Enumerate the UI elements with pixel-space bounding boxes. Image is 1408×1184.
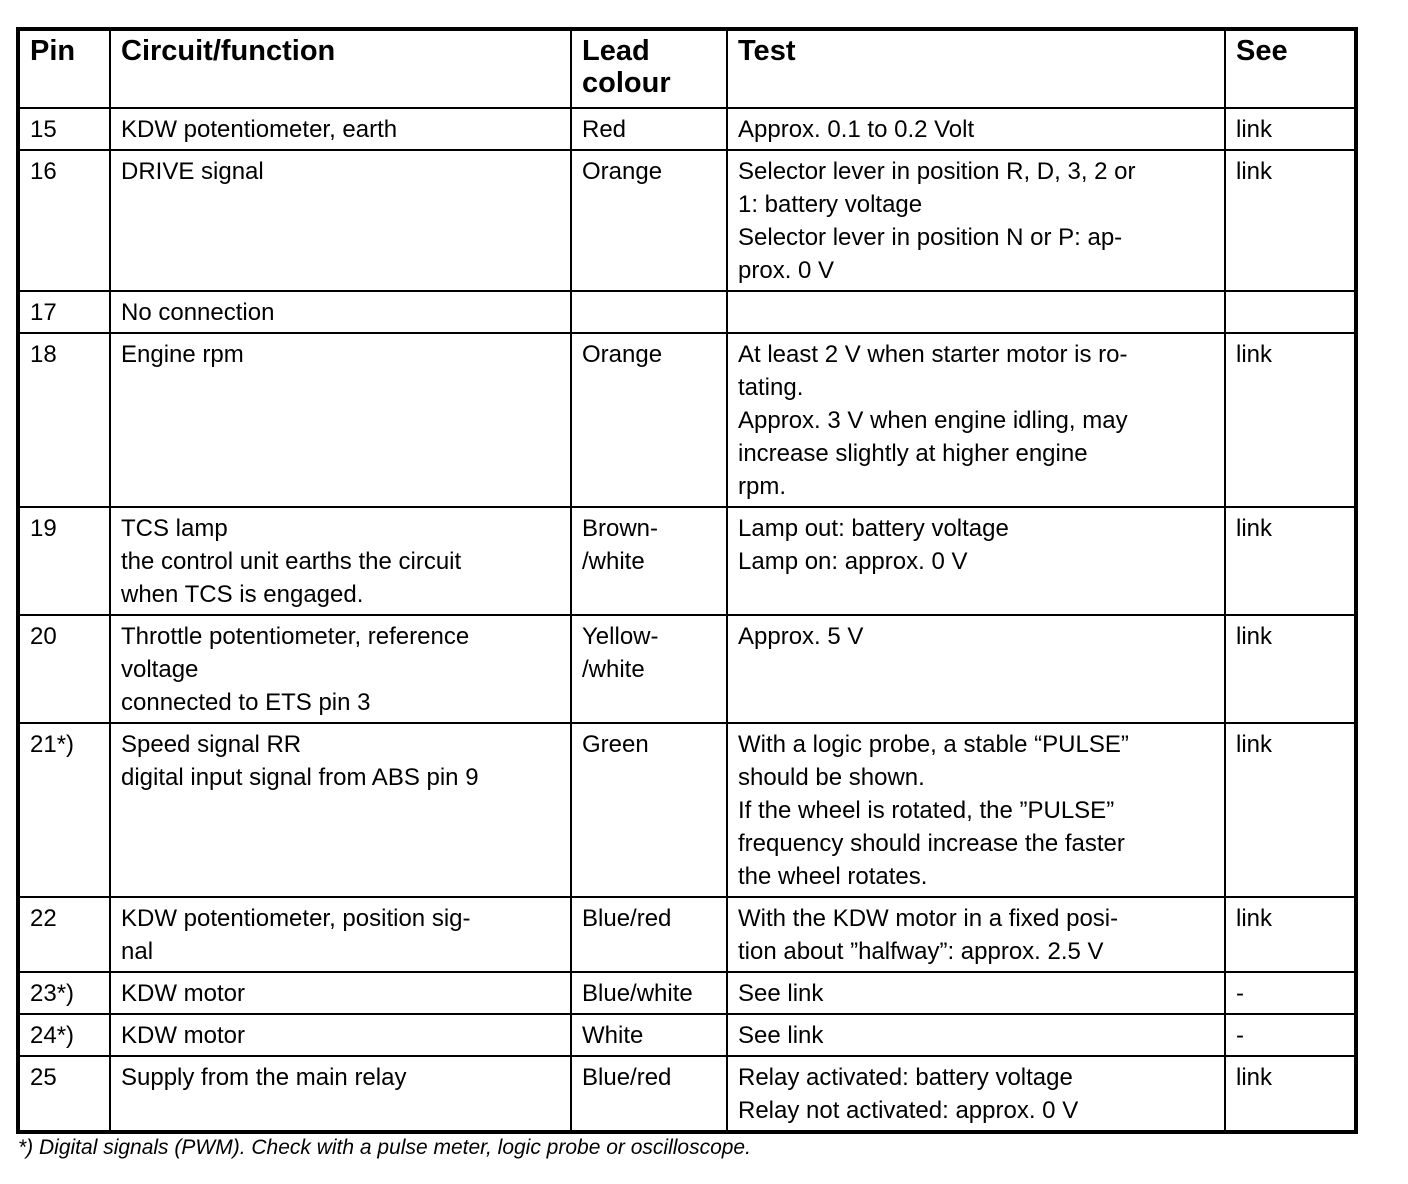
test-cell bbox=[727, 291, 1225, 333]
test-line: increase slightly at higher engine bbox=[738, 440, 1088, 467]
pin-cell: 21*) bbox=[18, 723, 110, 897]
test-line: Selector lever in position R, D, 3, 2 or bbox=[738, 158, 1136, 185]
circuit-cell bbox=[110, 291, 571, 333]
lead-cell bbox=[571, 150, 727, 291]
pin-cell: 16 bbox=[18, 150, 110, 291]
circuit-line: voltage bbox=[121, 656, 199, 683]
circuit-cell bbox=[110, 108, 571, 150]
header-lead-colour bbox=[571, 29, 727, 108]
header-test: Test bbox=[727, 29, 1225, 108]
circuit-line: when TCS is engaged. bbox=[121, 581, 364, 608]
test-line: See link bbox=[738, 980, 824, 1007]
test-cell bbox=[727, 1014, 1225, 1056]
circuit-line: Engine rpm bbox=[121, 341, 244, 368]
pin-cell: 18 bbox=[18, 333, 110, 507]
test-line: tating. bbox=[738, 374, 804, 401]
test-line: Selector lever in position N or P: ap- bbox=[738, 224, 1123, 251]
test-line: rpm. bbox=[738, 473, 786, 500]
circuit-line: digital input signal from ABS pin 9 bbox=[121, 764, 479, 791]
circuit-line: No connection bbox=[121, 299, 275, 326]
circuit-cell bbox=[110, 897, 571, 972]
test-line: Relay activated: battery voltage bbox=[738, 1064, 1073, 1091]
table-row bbox=[18, 1014, 1356, 1056]
circuit-line: KDW potentiometer, position sig- bbox=[121, 905, 471, 932]
circuit-cell bbox=[110, 333, 571, 507]
lead-cell bbox=[571, 291, 727, 333]
see-cell[interactable]: link bbox=[1225, 1056, 1356, 1132]
header-lead-line2: colour bbox=[582, 67, 671, 99]
circuit-cell bbox=[110, 1014, 571, 1056]
circuit-line: Speed signal RR bbox=[121, 731, 302, 758]
header-row bbox=[18, 29, 1356, 108]
lead-line: White bbox=[582, 1022, 644, 1049]
see-cell: - bbox=[1225, 1014, 1356, 1056]
lead-cell bbox=[571, 333, 727, 507]
lead-line: /white bbox=[582, 656, 645, 683]
table-row bbox=[18, 1056, 1356, 1132]
circuit-line: KDW motor bbox=[121, 1022, 246, 1049]
test-line: the wheel rotates. bbox=[738, 863, 928, 890]
footnote: *) Digital signals (PWM). Check with a pulse meter, logic probe or oscilloscope. bbox=[18, 1136, 751, 1159]
see-cell[interactable]: link bbox=[1225, 615, 1356, 723]
header-see: See bbox=[1225, 29, 1356, 108]
lead-cell bbox=[571, 615, 727, 723]
circuit-cell bbox=[110, 1056, 571, 1132]
circuit-line: the control unit earths the circuit bbox=[121, 548, 462, 575]
header-circuit: Circuit/function bbox=[110, 29, 571, 108]
lead-line: Orange bbox=[582, 341, 663, 368]
see-cell[interactable]: link bbox=[1225, 897, 1356, 972]
test-line: tion about ”halfway”: approx. 2.5 V bbox=[738, 938, 1104, 965]
table-row bbox=[18, 507, 1356, 615]
lead-cell bbox=[571, 1056, 727, 1132]
lead-line: Orange bbox=[582, 158, 663, 185]
test-cell bbox=[727, 723, 1225, 897]
test-cell bbox=[727, 108, 1225, 150]
circuit-cell bbox=[110, 615, 571, 723]
pin-cell: 22 bbox=[18, 897, 110, 972]
test-line: should be shown. bbox=[738, 764, 925, 791]
test-line: Lamp on: approx. 0 V bbox=[738, 548, 968, 575]
table-row bbox=[18, 723, 1356, 897]
lead-line: /white bbox=[582, 548, 645, 575]
test-cell bbox=[727, 897, 1225, 972]
lead-line: Brown- bbox=[582, 515, 659, 542]
test-line: Approx. 0.1 to 0.2 Volt bbox=[738, 116, 975, 143]
test-line: Approx. 3 V when engine idling, may bbox=[738, 407, 1128, 434]
lead-line: Green bbox=[582, 731, 649, 758]
pin-cell: 15 bbox=[18, 108, 110, 150]
header-lead-line1: Lead bbox=[582, 35, 650, 67]
table-row bbox=[18, 897, 1356, 972]
circuit-line: KDW potentiometer, earth bbox=[121, 116, 398, 143]
header-pin: Pin bbox=[18, 29, 110, 108]
test-line: Approx. 5 V bbox=[738, 623, 864, 650]
table-body bbox=[18, 108, 1356, 1132]
pin-cell: 19 bbox=[18, 507, 110, 615]
see-cell[interactable]: link bbox=[1225, 150, 1356, 291]
test-line: At least 2 V when starter motor is ro- bbox=[738, 341, 1128, 368]
test-line: If the wheel is rotated, the ”PULSE” bbox=[738, 797, 1115, 824]
test-line: See link bbox=[738, 1022, 824, 1049]
lead-line: Yellow- bbox=[582, 623, 659, 650]
test-cell bbox=[727, 150, 1225, 291]
table-row bbox=[18, 615, 1356, 723]
pin-table bbox=[16, 27, 1358, 1134]
circuit-cell bbox=[110, 723, 571, 897]
circuit-line: DRIVE signal bbox=[121, 158, 264, 185]
table-row bbox=[18, 972, 1356, 1014]
circuit-line: connected to ETS pin 3 bbox=[121, 689, 371, 716]
lead-cell bbox=[571, 108, 727, 150]
table-row bbox=[18, 333, 1356, 507]
circuit-line: nal bbox=[121, 938, 154, 965]
lead-cell bbox=[571, 507, 727, 615]
test-line: prox. 0 V bbox=[738, 257, 835, 284]
test-line: Lamp out: battery voltage bbox=[738, 515, 1009, 542]
see-cell[interactable]: link bbox=[1225, 507, 1356, 615]
table-row bbox=[18, 108, 1356, 150]
see-cell bbox=[1225, 291, 1356, 333]
test-cell bbox=[727, 1056, 1225, 1132]
see-cell[interactable]: link bbox=[1225, 333, 1356, 507]
circuit-line: Supply from the main relay bbox=[121, 1064, 407, 1091]
circuit-line: TCS lamp bbox=[121, 515, 228, 542]
test-cell bbox=[727, 972, 1225, 1014]
pin-cell: 20 bbox=[18, 615, 110, 723]
lead-cell bbox=[571, 897, 727, 972]
test-line: With a logic probe, a stable “PULSE” bbox=[738, 731, 1129, 758]
test-line: frequency should increase the faster bbox=[738, 830, 1125, 857]
pin-cell: 17 bbox=[18, 291, 110, 333]
see-cell[interactable]: link bbox=[1225, 723, 1356, 897]
pin-cell: 25 bbox=[18, 1056, 110, 1132]
circuit-cell bbox=[110, 972, 571, 1014]
test-line: 1: battery voltage bbox=[738, 191, 923, 218]
test-line: With the KDW motor in a fixed posi- bbox=[738, 905, 1119, 932]
pin-cell: 24*) bbox=[18, 1014, 110, 1056]
test-cell bbox=[727, 615, 1225, 723]
table-row bbox=[18, 291, 1356, 333]
test-cell bbox=[727, 507, 1225, 615]
circuit-cell bbox=[110, 507, 571, 615]
circuit-line: KDW motor bbox=[121, 980, 246, 1007]
lead-cell bbox=[571, 972, 727, 1014]
lead-line: Blue/red bbox=[582, 905, 672, 932]
see-cell: - bbox=[1225, 972, 1356, 1014]
table-row bbox=[18, 150, 1356, 291]
test-line: Relay not activated: approx. 0 V bbox=[738, 1097, 1079, 1124]
lead-line: Blue/red bbox=[582, 1064, 672, 1091]
lead-cell bbox=[571, 1014, 727, 1056]
pin-cell: 23*) bbox=[18, 972, 110, 1014]
see-cell[interactable]: link bbox=[1225, 108, 1356, 150]
circuit-cell bbox=[110, 150, 571, 291]
lead-line: Red bbox=[582, 116, 627, 143]
lead-cell bbox=[571, 723, 727, 897]
circuit-line: Throttle potentiometer, reference bbox=[121, 623, 470, 650]
lead-line: Blue/white bbox=[582, 980, 693, 1007]
test-cell bbox=[727, 333, 1225, 507]
